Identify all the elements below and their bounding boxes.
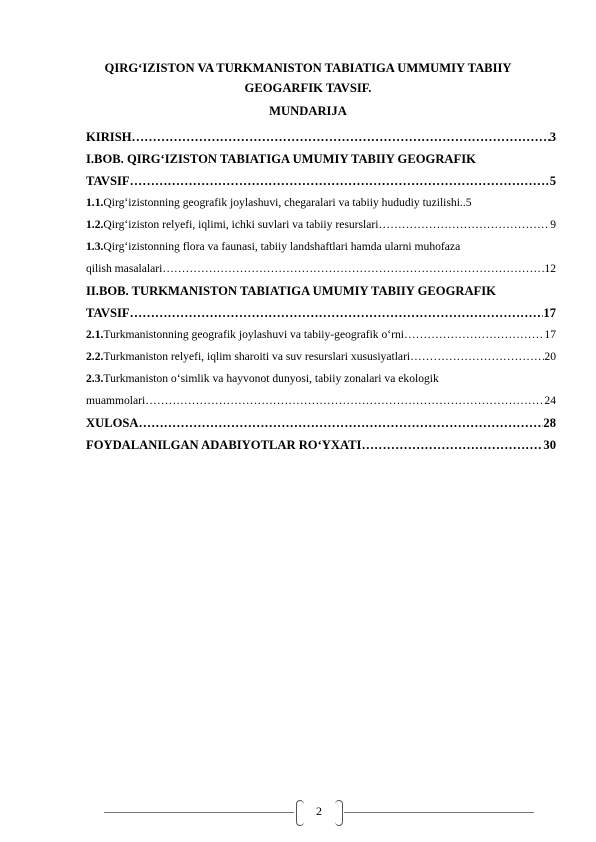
toc-entry-label: Qirg‘izistonning geografik joylashuvi, chegaralari va tabiiy hududiy tuzilishi..	[103, 196, 466, 209]
toc-entry-label: qilish masalalari	[86, 262, 163, 275]
toc-entry-label: Qirg‘izistonning flora va faunasi, tabiiy landshaftlari hamda ularni muhofaza	[103, 240, 461, 253]
dot-leader	[138, 412, 543, 434]
left-bracket-icon	[296, 800, 304, 826]
section-number: 2.3.	[86, 372, 104, 385]
toc-entry-1-3-continuation[interactable]	[86, 258, 556, 280]
toc-entry-1-3[interactable]	[86, 236, 556, 258]
page-footer	[104, 800, 534, 830]
toc-entry-bob1-continuation[interactable]	[86, 170, 556, 192]
toc-entry-label: FOYDALANILGAN ADABIYOTLAR RO‘YXATI	[86, 438, 362, 452]
toc-entry-kirish[interactable]	[86, 126, 556, 148]
document-title-line-1: QIRG‘IZISTON VA TURKMANISTON TABIATIGA UMMUMIY TABIIY	[104, 61, 512, 75]
dot-leader	[130, 170, 550, 192]
right-bracket-icon	[335, 800, 343, 826]
toc-entry-xulosa[interactable]	[86, 412, 556, 434]
toc-page-number: 5	[549, 174, 556, 188]
toc-entry-label: TAVSIF	[86, 174, 130, 188]
dot-leader	[361, 434, 543, 456]
section-number: 1.1.	[86, 196, 104, 209]
section-number: 1.3.	[86, 240, 104, 253]
toc-page-number: 24	[544, 394, 556, 407]
dot-leader	[410, 346, 544, 368]
dot-leader	[162, 258, 544, 280]
toc-entry-2-1[interactable]	[86, 324, 556, 346]
dot-leader	[378, 214, 550, 236]
toc-entry-1-1[interactable]	[86, 192, 556, 214]
toc-page-number: 3	[549, 130, 556, 144]
toc-page-number: 17	[544, 328, 556, 341]
table-of-contents	[86, 126, 556, 456]
toc-entry-label: Turkmanistonning geografik joylashuvi va tabiiy-geografik o‘rni	[103, 328, 405, 341]
contents-heading: MUNDARIJA	[269, 104, 347, 118]
section-number: 2.2.	[86, 350, 104, 363]
toc-entry-label: TAVSIF	[86, 306, 130, 320]
toc-entry-label: KIRISH	[86, 130, 132, 144]
page-number: 2	[316, 804, 322, 818]
toc-entry-label: I.BOB. QIRG‘IZISTON TABIATIGA UMUMIY TABIIY GEOGRAFIK	[86, 152, 476, 166]
dot-leader	[404, 324, 544, 346]
dot-leader	[130, 302, 544, 324]
toc-entry-label: Turkmaniston relyefi, iqlim sharoiti va suv resurslari xususiyatlari	[103, 350, 411, 363]
toc-page-number: 20	[544, 350, 556, 363]
toc-page-number: 28	[543, 416, 556, 430]
footer-rule-right	[344, 812, 534, 813]
footer-rule-left	[104, 812, 294, 813]
toc-entry-bob2-continuation[interactable]	[86, 302, 556, 324]
toc-entry-label: Turkmaniston o‘simlik va hayvonot dunyosi, tabiiy zonalari va ekologik	[103, 372, 439, 385]
section-number: 1.2.	[86, 218, 104, 231]
toc-entry-label: Qirg‘iziston relyefi, iqlimi, ichki suvlari va tabiiy resurslari	[103, 218, 379, 231]
toc-entry-adabiyotlar[interactable]	[86, 434, 556, 456]
toc-page-number: 30	[543, 438, 556, 452]
dot-leader	[132, 126, 550, 148]
section-number: 2.1.	[86, 328, 104, 341]
toc-entry-label: muammolari	[86, 394, 146, 407]
toc-page-number: 9	[550, 218, 556, 231]
toc-page-number: 5	[465, 196, 472, 209]
toc-entry-2-2[interactable]	[86, 346, 556, 368]
toc-entry-bob2-heading[interactable]	[86, 280, 556, 302]
toc-entry-bob1-heading[interactable]	[86, 148, 556, 170]
toc-entry-2-3[interactable]	[86, 368, 556, 390]
document-title-line-2: GEOGARFIK TAVSIF.	[244, 81, 372, 95]
toc-entry-1-2[interactable]	[86, 214, 556, 236]
toc-page-number: 17	[543, 306, 556, 320]
toc-entry-label: II.BOB. TURKMANISTON TABIATIGA UMUMIY TABIIY GEOGRAFIK	[86, 284, 496, 298]
dot-leader	[145, 390, 544, 412]
toc-page-number: 12	[544, 262, 556, 275]
toc-entry-2-3-continuation[interactable]	[86, 390, 556, 412]
toc-entry-label: XULOSA	[86, 416, 139, 430]
